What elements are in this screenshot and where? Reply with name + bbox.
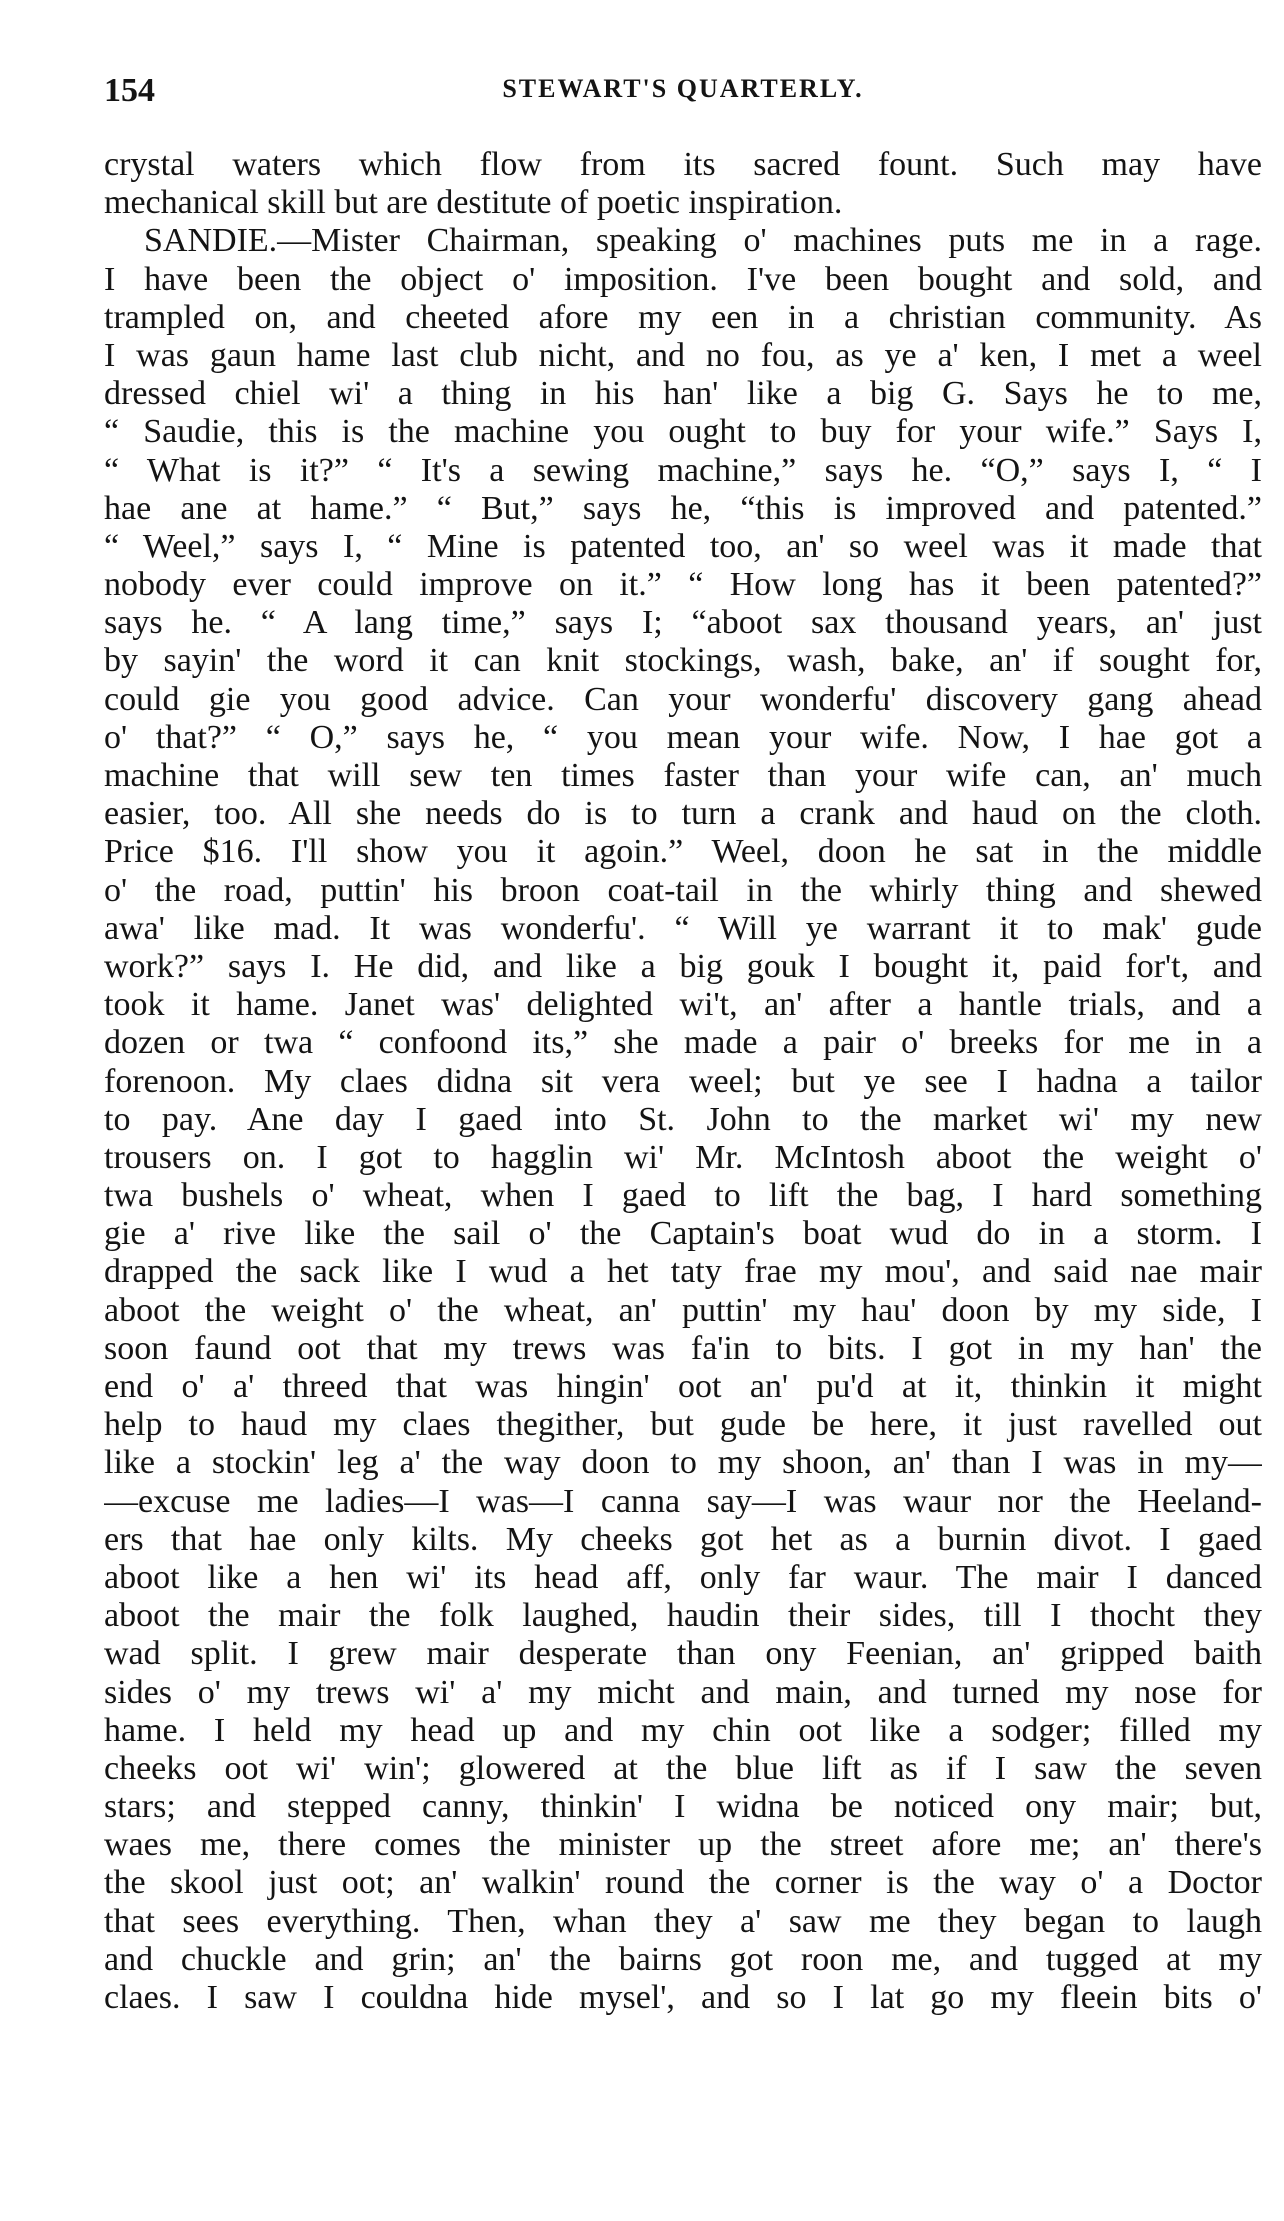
text-line: forenoon. My claes didna sit vera weel; but ye see I hadna a tailor <box>104 1062 1262 1100</box>
text-line: wad split. I grew mair desperate than ony Feenian, an' gripped baith <box>104 1635 1262 1673</box>
text-line: crystal waters which flow from its sacred fount. Such may have <box>104 146 1262 183</box>
text-line: waes me, there comes the minister up the street afore me; an' there's <box>104 1826 1262 1864</box>
text-line: awa' like mad. It was wonderfu'. “ Will ye warrant it to mak' gude <box>104 909 1262 947</box>
text-line: stars; and stepped canny, thinkin' I widna be noticed ony mair; but, <box>104 1788 1262 1826</box>
text-line: machine that will sew ten times faster than your wife can, an' much <box>104 757 1262 794</box>
text-line: sides o' my trews wi' a' my micht and main, and turned my nose for <box>104 1673 1262 1711</box>
text-line: and chuckle and grin; an' the bairns got roon me, and tugged at my <box>104 1940 1262 1978</box>
text-line: work?” says I. He did, and like a big gouk I bought it, paid for't, and <box>104 947 1262 985</box>
text-line: aboot like a hen wi' its head aff, only far waur. The mair I danced <box>104 1558 1262 1596</box>
text-line: could gie you good advice. Can your wonderfu' discovery gang ahead <box>104 680 1262 718</box>
text-line: gie a' rive like the sail o' the Captain's boat wud do in a storm. I <box>104 1215 1262 1253</box>
text-line: aboot the mair the folk laughed, haudin their sides, till I thocht they <box>104 1597 1262 1635</box>
text-line: drapped the sack like I wud a het taty frae my mou', and said nae mair <box>104 1253 1262 1291</box>
body-text <box>104 146 1262 2017</box>
text-line: cheeks oot wi' win'; glowered at the blue lift as if I saw the seven <box>104 1749 1262 1787</box>
text-line: like a stockin' leg a' the way doon to my shoon, an' than I was in my— <box>104 1444 1262 1482</box>
running-head <box>104 72 1262 130</box>
text-line: hae ane at hame.” “ But,” says he, “this is improved and patented.” <box>104 489 1262 527</box>
text-line: trousers on. I got to hagglin wi' Mr. McIntosh aboot the weight o' <box>104 1138 1262 1176</box>
text-line: Price $16. I'll show you it agoin.” Weel, doon he sat in the middle <box>104 833 1262 871</box>
text-line: SANDIE.—Mister Chairman, speaking o' machines puts me in a rage. <box>144 222 1262 260</box>
text-line: soon faund oot that my trews was fa'in to bits. I got in my han' the <box>104 1329 1262 1367</box>
text-line: “ Saudie, this is the machine you ought to buy for your wife.” Says I, <box>104 413 1262 451</box>
text-line: by sayin' the word it can knit stockings, wash, bake, an' if sought for, <box>104 642 1262 680</box>
text-line: “ What is it?” “ It's a sewing machine,” says he. “O,” says I, “ I <box>104 451 1262 489</box>
text-line: dozen or twa “ confoond its,” she made a pair o' breeks for me in a <box>104 1024 1262 1062</box>
text-line: “ Weel,” says I, “ Mine is patented too, an' so weel was it made that <box>104 527 1262 565</box>
text-line: the skool just oot; an' walkin' round the corner is the way o' a Doctor <box>104 1864 1262 1902</box>
text-line: —excuse me ladies—I was—I canna say—I was waur nor the Heeland- <box>104 1482 1262 1520</box>
text-line: help to haud my claes thegither, but gude be here, it just ravelled out <box>104 1406 1262 1444</box>
text-line: nobody ever could improve on it.” “ How long has it been patented?” <box>104 566 1262 604</box>
text-line: ers that hae only kilts. My cheeks got het as a burnin divot. I gaed <box>104 1520 1262 1558</box>
text-line: o' that?” “ O,” says he, “ you mean your wife. Now, I hae got a <box>104 718 1262 756</box>
text-line: says he. “ A lang time,” says I; “aboot sax thousand years, an' just <box>104 604 1262 642</box>
text-line: trampled on, and cheeted afore my een in a christian community. As <box>104 298 1262 336</box>
text-line: easier, too. All she needs do is to turn a crank and haud on the cloth. <box>104 795 1262 833</box>
text-line: dressed chiel wi' a thing in his han' like a big G. Says he to me, <box>104 375 1262 413</box>
text-line: to pay. Ane day I gaed into St. John to the market wi' my new <box>104 1100 1262 1138</box>
text-line: aboot the weight o' the wheat, an' puttin' my hau' doon by my side, I <box>104 1291 1262 1329</box>
book-page <box>104 72 1262 2017</box>
page-number: 154 <box>104 72 155 109</box>
text-line: took it hame. Janet was' delighted wi't, an' after a hantle trials, and a <box>104 986 1262 1024</box>
text-line: that sees everything. Then, whan they a' saw me they began to laugh <box>104 1902 1262 1940</box>
text-line: mechanical skill but are destitute of poetic inspiration. <box>104 184 843 222</box>
text-line: I have been the object o' imposition. I've been bought and sold, and <box>104 260 1262 298</box>
text-line: I was gaun hame last club nicht, and no fou, as ye a' ken, I met a weel <box>104 336 1262 374</box>
text-line: claes. I saw I couldna hide mysel', and so I lat go my fleein bits o' <box>104 1979 1262 2016</box>
text-line: twa bushels o' wheat, when I gaed to lift the bag, I hard something <box>104 1177 1262 1215</box>
text-line: hame. I held my head up and my chin oot like a sodger; filled my <box>104 1711 1262 1749</box>
text-line: end o' a' threed that was hingin' oot an' pu'd at it, thinkin it might <box>104 1368 1262 1405</box>
running-title: STEWART'S QUARTERLY. <box>502 74 864 103</box>
text-line: o' the road, puttin' his broon coat-tail in the whirly thing and shewed <box>104 871 1262 909</box>
